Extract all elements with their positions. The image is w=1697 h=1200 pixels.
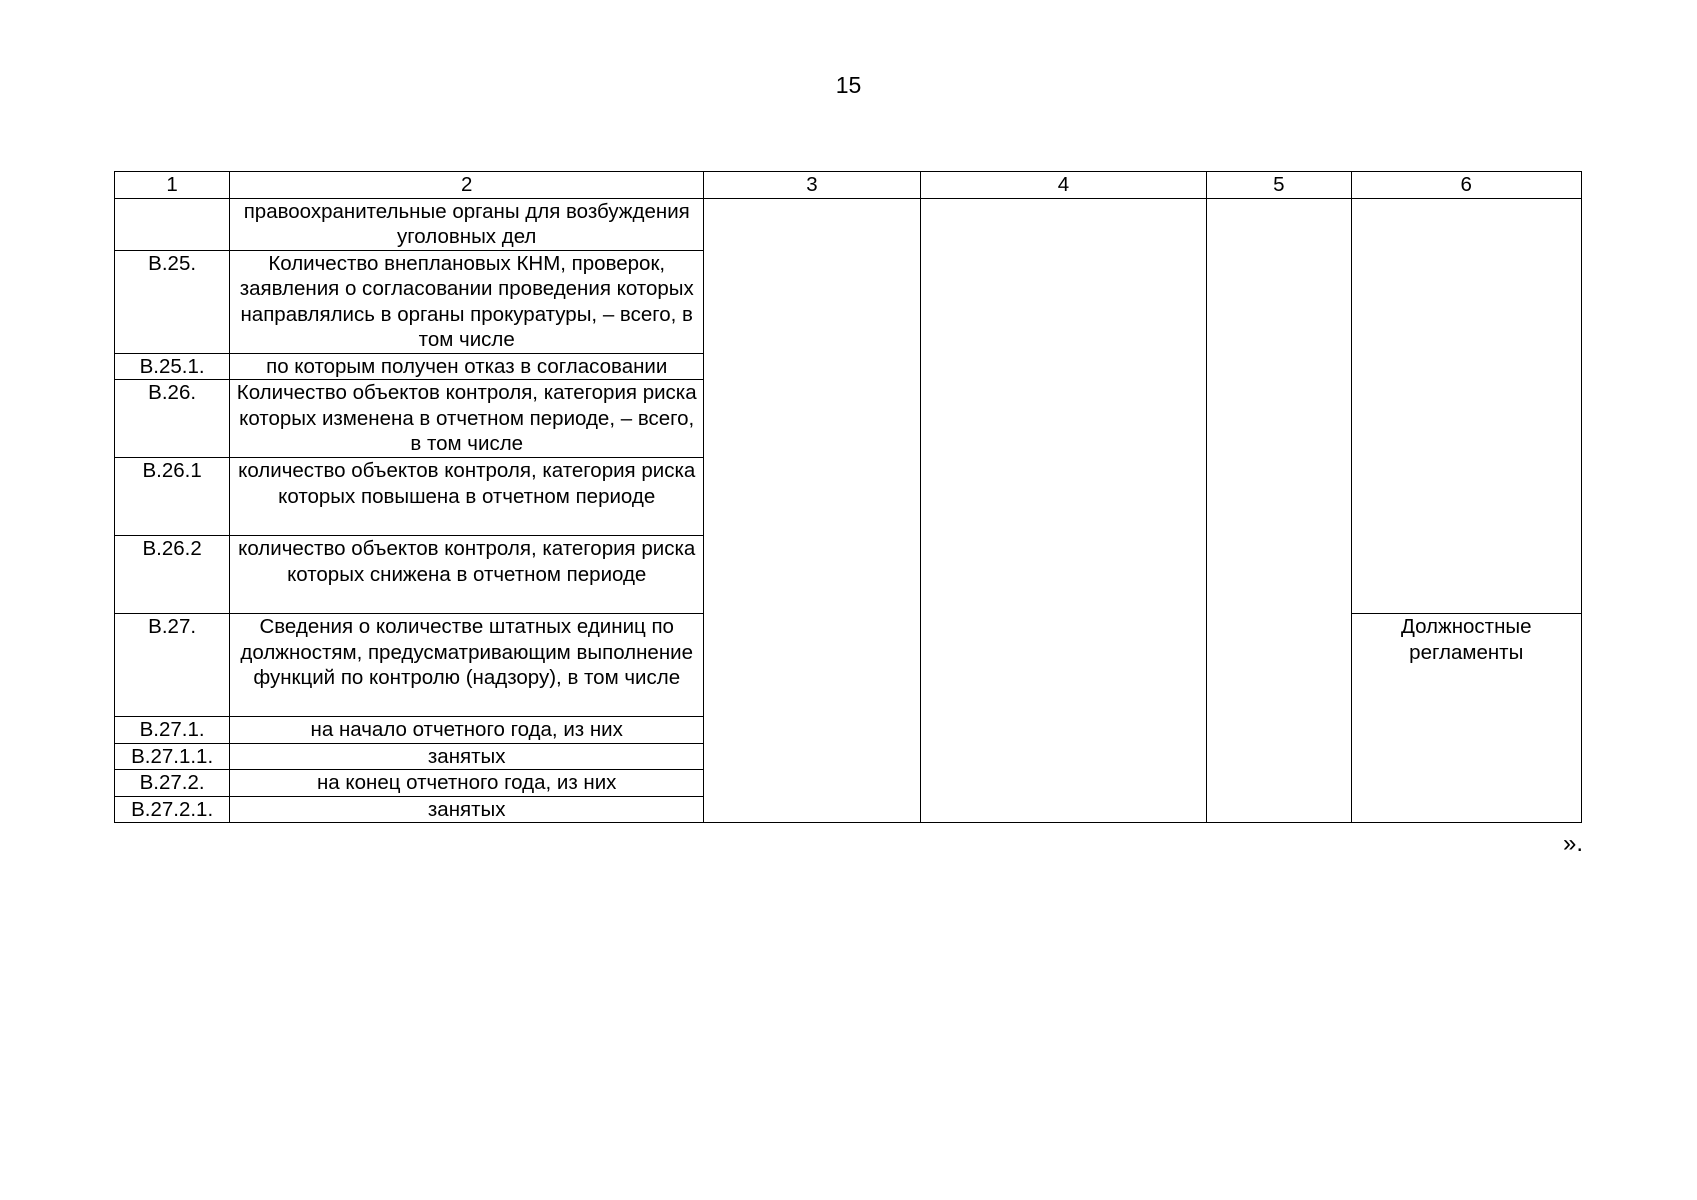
- row-code: В.27.1.1.: [115, 743, 230, 770]
- column-4-cell: [920, 198, 1207, 823]
- header-cell: 4: [920, 172, 1207, 199]
- row-code: В.27.: [115, 614, 230, 717]
- row-code: В.25.1.: [115, 353, 230, 380]
- header-cell: 1: [115, 172, 230, 199]
- column-5-cell: [1207, 198, 1351, 823]
- row-code: [115, 198, 230, 250]
- indicators-table: [114, 171, 1582, 823]
- header-cell: 6: [1351, 172, 1582, 199]
- row-code: В.25.: [115, 250, 230, 353]
- row-code: В.26.: [115, 380, 230, 458]
- row-text: по которым получен отказ в согласовании: [230, 353, 704, 380]
- table-header-row: [115, 172, 1582, 199]
- row-code: В.27.1.: [115, 717, 230, 744]
- row-code: В.26.1: [115, 458, 230, 536]
- header-cell: 5: [1207, 172, 1351, 199]
- row-code: В.27.2.: [115, 770, 230, 797]
- column-6-lower-cell: Должностные регламенты: [1351, 614, 1582, 823]
- row-code: В.27.2.1.: [115, 796, 230, 823]
- row-text: занятых: [230, 796, 704, 823]
- row-text: количество объектов контроля, категория риска которых повышена в отчетном периоде: [230, 458, 704, 536]
- row-text: правоохранительные органы для возбуждения уголовных дел: [230, 198, 704, 250]
- page-number: 15: [835, 72, 862, 98]
- header-cell: 3: [704, 172, 920, 199]
- row-code: В.26.2: [115, 536, 230, 614]
- row-text: Количество внеплановых КНМ, проверок, заявления о согласовании проведения которых направлялись в органы прокуратуры, – всего, в том числе: [230, 250, 704, 353]
- row-text: занятых: [230, 743, 704, 770]
- row-text: Сведения о количестве штатных единиц по должностям, предусматривающим выполнение функций по контролю (надзору), в том числе: [230, 614, 704, 717]
- row-text: количество объектов контроля, категория риска которых снижена в отчетном периоде: [230, 536, 704, 614]
- column-3-cell: [704, 198, 920, 823]
- closing-quote-mark: ».: [1563, 830, 1584, 857]
- row-text: на конец отчетного года, из них: [230, 770, 704, 797]
- table-row: [115, 198, 1582, 250]
- header-cell: 2: [230, 172, 704, 199]
- row-text: на начало отчетного года, из них: [230, 717, 704, 744]
- row-text: Количество объектов контроля, категория риска которых изменена в отчетном периоде, – всего, в том числе: [230, 380, 704, 458]
- column-6-upper-cell: [1351, 198, 1582, 614]
